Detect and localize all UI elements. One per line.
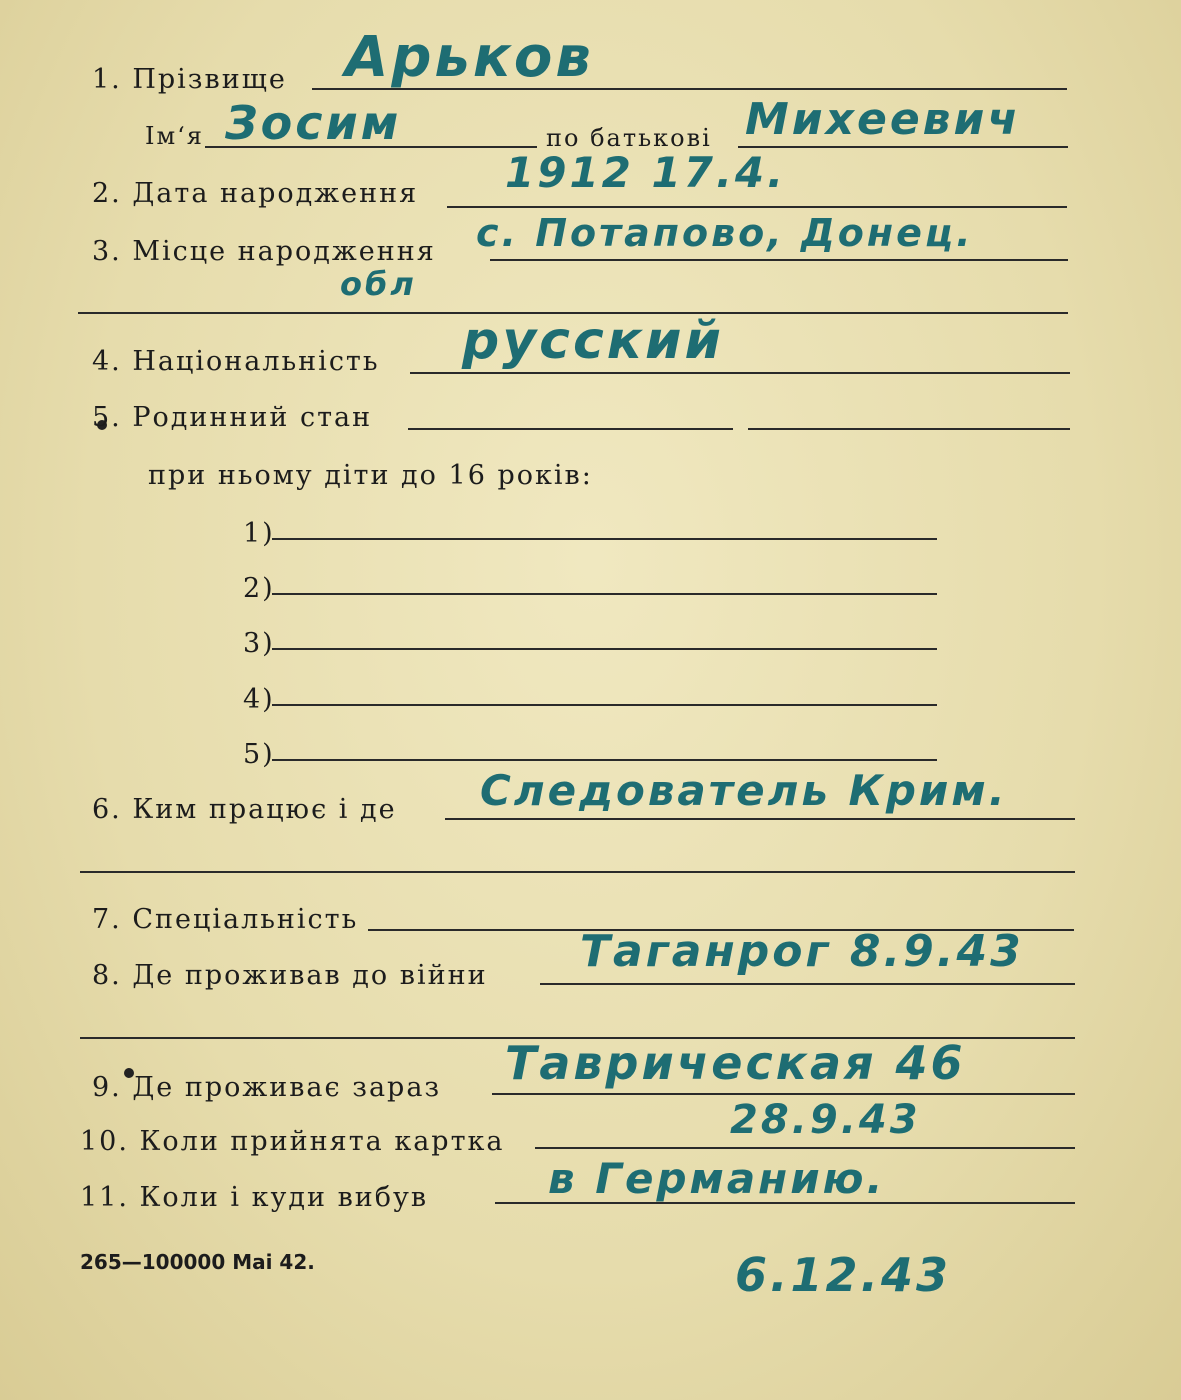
label-specialty: 7. Спеціальність [92, 904, 359, 935]
line-birth-place [490, 259, 1068, 261]
hw-prewar-residence: Таганрог 8.9.43 [580, 926, 1024, 977]
line-child-5 [272, 759, 937, 761]
label-child-1: 1) [243, 518, 275, 549]
label-birth-place: 3. Місце народження [92, 236, 436, 267]
label-child-2: 2) [243, 573, 275, 604]
hw-occupation: Следователь Крим. [480, 766, 1008, 815]
line-child-3 [272, 648, 937, 650]
label-child-4: 4) [243, 684, 275, 715]
line-patronymic [738, 146, 1068, 148]
line-marital-b [748, 428, 1070, 430]
line-occupation [445, 818, 1075, 820]
label-child-5: 5) [243, 739, 275, 770]
hw-birth-place-2: обл [340, 265, 417, 303]
line-current-residence [492, 1093, 1075, 1095]
label-child-3: 3) [243, 628, 275, 659]
hw-birth-place-1: с. Потапово, Донец. [476, 211, 974, 255]
hw-departure-date: 6.12.43 [735, 1248, 951, 1302]
label-card-date: 10. Коли прийнята картка [80, 1126, 505, 1157]
hw-birth-date: 1912 17.4. [505, 148, 787, 197]
hw-name: Зосим [225, 96, 402, 150]
label-birth-date: 2. Дата народження [92, 178, 419, 209]
label-occupation: 6. Ким працює і де [92, 794, 397, 825]
label-nationality: 4. Національність [92, 346, 380, 377]
line-child-4 [272, 704, 937, 706]
hw-surname: Арьков [345, 25, 594, 90]
line-nationality [410, 372, 1070, 374]
line-marital-a [408, 428, 733, 430]
label-marital-status: 5. Родинний стан [92, 402, 373, 433]
line-child-1 [272, 538, 937, 540]
label-prewar-residence: 8. Де проживав до війни [92, 960, 488, 991]
line-child-2 [272, 593, 937, 595]
label-departure: 11. Коли і куди вибув [80, 1182, 429, 1213]
line-birth-date [447, 206, 1067, 208]
hw-card-date: 28.9.43 [730, 1097, 921, 1143]
hw-nationality: русский [462, 311, 724, 371]
label-name: Ім‘я [145, 122, 204, 150]
children-header: при ньому діти до 16 років: [148, 460, 593, 491]
label-current-residence: 9. Де проживає зараз [92, 1072, 442, 1103]
line-prewar-residence [540, 983, 1075, 985]
hw-patronymic: Михеевич [745, 94, 1021, 145]
hw-departure: в Германию. [548, 1154, 886, 1203]
label-surname: 1. Прізвище [92, 64, 287, 95]
label-patronymic: по батькові [546, 124, 712, 152]
print-code: 265—100000 Mai 42. [80, 1250, 315, 1274]
line-card-date [535, 1147, 1075, 1149]
hw-current-residence: Таврическая 46 [505, 1036, 966, 1090]
line-occupation-2 [80, 871, 1075, 873]
